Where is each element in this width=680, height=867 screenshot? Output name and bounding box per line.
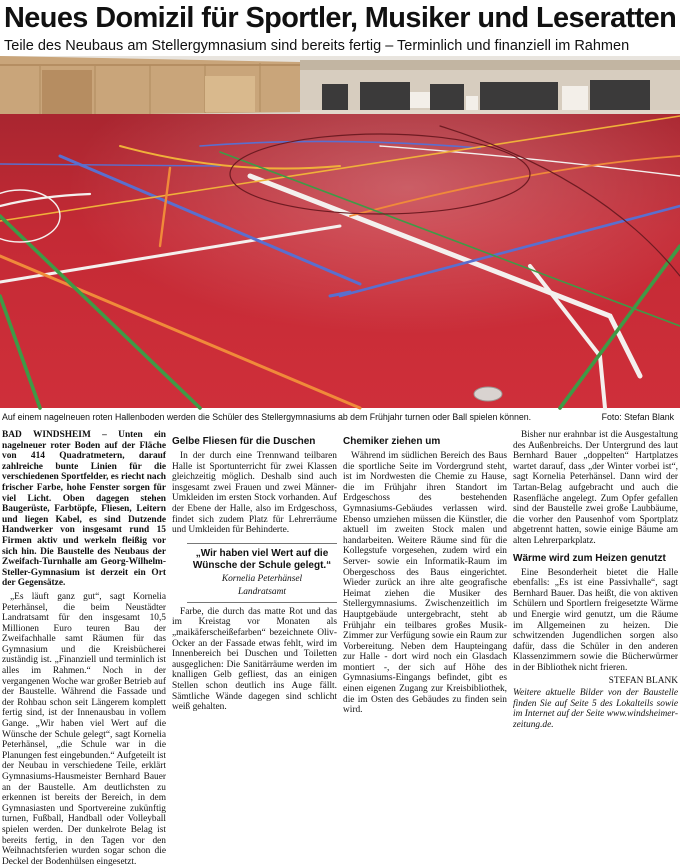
paragraph-1: „Es läuft ganz gut“, sagt Kornelia Peterhänsel, die beim Neustädter Landratsamt für den insgesamt 10,5 Millionen Euro teuren Bau der Zweifachhalle samt Räumen für das Gymnasium und die Kreisbücherei zuständig ist. „Finanziell und terminlich ist alles im Rahmen.“ Noch in der vergangenen Woche war großer Betrieb auf der Baustelle. Während die Fassade und der Rohbau schon seit Längerem komplett fertig sind, ist der Innenausbau in vollem Gange. „Wir haben viel Wert auf die Wünsche der Schule gelegt“, sagt Kornelia Peterhänsel, „die Schule war in die Planungen fest eingebunden.“ Aufgeteilt ist der Neubau in verschiedene Teile, erklärt Gymnasiums-Hausmeister Bernhard Bauer an der Baustelle. Am deutlichsten zu erkennen ist bereits der Bereich, in dem Gymnasiasten und Sportvereine zukünftig turnen, Fußball, Handball oder Volleyball spielen werden. Der dunkelrote Belag ist bereits fertig, in den Tagen vor den Weihnachtsferien wurden sogar schon die Deckel der Bodenhülsen eingesetzt. [2,591,166,867]
web-note: Weitere aktuelle Bilder von der Baustelle finden Sie auf Seite 5 des Lokalteils sowie im Internet auf der Seite www.windsheimer-zeitung.de. [513,688,678,730]
paragraph-4: Während im südlichen Bereich des Baus die sportliche Seite im Vordergrund steht, ist im Nordwesten die Chemie zu Hause, die im Frühjahr ihren Standort im Erdgeschoss des bestehenden Gymnasiums-Gebäudes verlassen wird. Ebenso umziehen müssen die Künstler, die aktuell im zweiten Stock malen und handarbeiten. Weitere Räume sind für die Kollegstufe vorgesehen, zudem wird ein Server- sowie ein Informatik-Raum im Obergeschoss des Baus eingerichtet. Wieder zurück an ihre alte geografische Heimat ziehen die Musiker des Stellergymnasiums. Zwischenzeitlich im Hauptgebäude untergebracht, steht ab Frühjahr ein teilbares großes Musik-Zimmer zur Verfügung sowie ein Raum zur Vorbereitung. Neben dem Haupteingang zur Halle - dort wird noch ein Glasdach montiert -, der sich auf Höhe des Gymnasiums-Eingangs befindet, gibt es einen eigenen Zugang zur Kreisbibliothek, die im Osten des Gebäudes zu finden sein wird. [343,451,507,716]
pull-quote-text: „Wir haben viel Wert auf die Wünsche der Schule gelegt.“ [192,547,332,571]
paragraph-5: Bisher nur erahnbar ist die Ausgestaltung des Außenbreichs. Der Untergrund des laut Bernhard Bauer „doppelten“ Hartplatzes wartet darauf, dass „der Winter vorbei ist“, sagt Kornelia Peterhänsel. Dann wird der Tartan-Belag aufgebracht und auch die Rasenfläche angelegt. Zum Opfer gefallen sind der Baustelle zwei große Laubbäume, die vorher den Pausenhof vom Sportplatz abgetrennt hatten, sowie einige Bäume am alten Lehrerparkplatz. [513,430,678,546]
paragraph-6: Eine Besonderheit bietet die Halle ebenfalls: „Es ist eine Passivhalle“, sagt Bernhard Bauer. Das heißt, die von aktiven Schülern und Sportlern freigesetzte Wärme und Energie wird genutzt, um die Räume im Allgemeinen zu heizen. Die schwitzenden Jugendlichen sorgen also dafür, dass die Schüler in den anderen Klassenzimmern sowie die Bücherwürmer in der Bibliothek nicht frieren. [513,567,678,673]
caption-text: Auf einem nagelneuen roten Hallenboden werden die Schüler des Stellergymnasiums ab dem Frühjahr turnen oder Ball spielen können. [2,412,532,422]
subheading-chemiker: Chemiker ziehen um [343,436,441,447]
photo-credit: Foto: Stefan Blank [601,412,674,422]
column-4 [513,430,678,742]
pull-quote-name: Kornelia Peterhänsel [221,573,303,584]
pull-quote [187,543,337,603]
photo-caption [2,410,678,424]
author-byline: STEFAN BLANK [608,676,678,687]
subheadline: Teile des Neubaus am Stellergymnasium sind bereits fertig – Terminlich und finanziell im Rahmen [4,38,630,54]
headline: Neues Domizil für Sportler, Musiker und Leseratten [4,2,677,34]
paragraph-2: In der durch eine Trennwand teilbaren Halle ist Sportunterricht für zwei Klassen gleichzeitig möglich. Deshalb sind auch insgesamt zwei Frauen und zwei Männer-Umkleiden im ersten Stock vorhanden. Auf der Ebene der Halle, also im Erdgeschoss, findet sich zudem Platz für Lehrerräume und Umkleiden für Behinderte. [172,451,337,536]
lead-paragraph: BAD WINDSHEIM – Unten ein nagelneuer roter Boden auf der Fläche von 414 Quadratmetern, darauf zahlreiche bunte Linien für die verschiedenen Sportfelder, es riecht nach frischer Farbe, hohe Fenster sorgen für viel Licht. Oben dagegen stehen Baugerüste, Farbtöpfe, Fliesen, Leitern und liegen Kabel, es sind Dutzende Handwerker von insgesamt rund 15 Firmen aktiv und werkeln fleißig vor sich hin. Die Baustelle des Neubaus der Zweifach-Turnhalle am Georg-Wilhelm-Steller-Gymnasium ist derzeit ein Ort der Gegensätze. [2,430,166,589]
column-3 [343,430,507,742]
subheading-fliesen: Gelbe Fliesen für die Duschen [172,436,316,447]
pull-quote-role: Landratsamt [238,586,286,597]
subheading-waerme: Wärme wird zum Heizen genutzt [513,552,666,564]
gym-hall-photo [0,56,680,408]
paragraph-3: Farbe, die durch das matte Rot und das im Kreistag vor Monaten als „maikäferscheißefarben“ bezeichnete Oliv-Ocker an der Fassade etwas fehlt, wird im Innenbereich bei Duschen und Toiletten ausgeglichen: Die Sanitärräume werden im knalligen Gelb gefliest, das an einigen Stellen schon deutlich ins Auge fällt. Sämtliche Wände dagegen sind schlicht weiß gehalten. [172,606,337,713]
column-2 [172,430,337,742]
column-1 [2,430,166,867]
